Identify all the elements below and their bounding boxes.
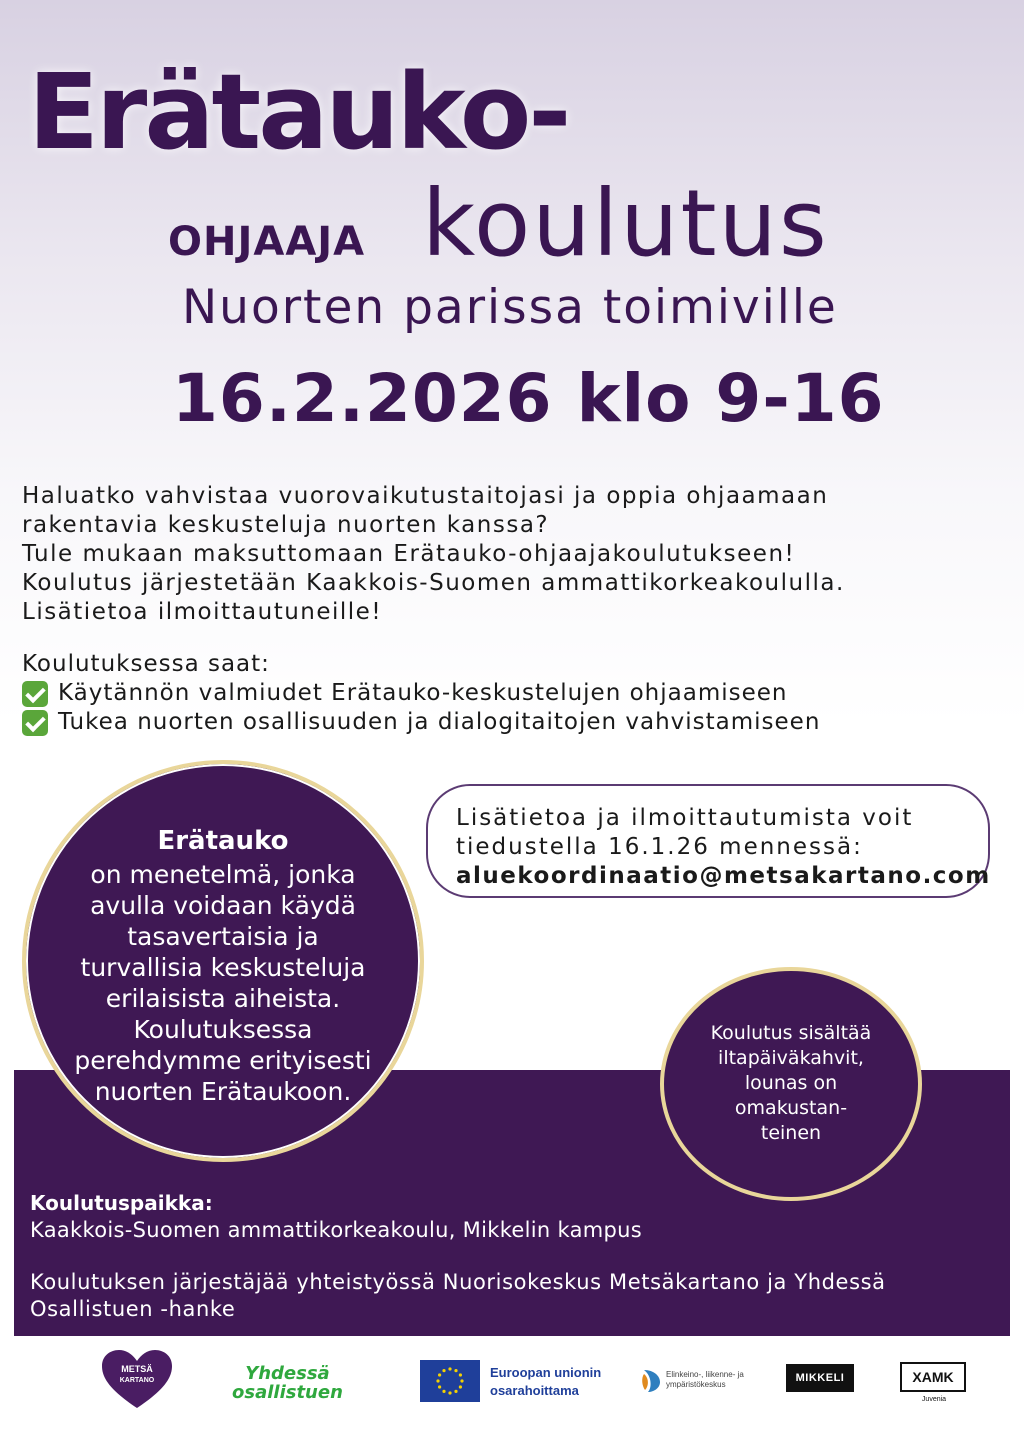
xamk-logo-subtext: Juvenia [921,1396,947,1403]
yhdessa-osallistuen-logo [232,1364,343,1402]
lunch-circle-line: teinen [760,1122,822,1144]
ely-logo-text [666,1370,744,1390]
ely-logo-icon [640,1368,662,1394]
info-circle-line: turvallisia keskusteluja [80,953,366,982]
info-circle-line: perehdymme erityisesti [74,1046,372,1075]
eu-logo-line: osarahoittama [490,1383,579,1398]
metsakartano-logo-text-1: METSÄ [121,1364,153,1374]
eu-logo-line: Euroopan unionin [490,1365,602,1380]
intro-line: Koulutus järjestetään Kaakkois-Suomen ammattikorkeakoululla. [22,570,845,596]
contact-line: tiedustella 16.1.26 mennessä: [456,834,863,860]
organizer-line: Osallistuen -hanke [30,1297,236,1321]
ely-logo-line: ympäristökeskus [666,1380,726,1389]
organizer-text [30,1269,990,1323]
info-circle [22,760,424,1162]
benefits-title: Koulutuksessa saat: [22,651,270,677]
mikkeli-logo: MIKKELI [786,1364,854,1392]
info-circle-line: Koulutuksessa [133,1015,313,1044]
title-ohjaaja: OHJAAJA [168,219,366,265]
benefit-item [22,708,820,737]
info-circle-title: Erätauko [157,826,289,856]
checkmark-icon [22,710,48,736]
intro-line: rakentavia keskusteluja nuorten kanssa? [22,512,550,538]
checkmark-icon [22,681,48,707]
yhdessa-logo-line: osallistuen [232,1382,343,1403]
eu-flag-icon [420,1360,480,1402]
benefit-text: Tukea nuorten osallisuuden ja dialogitaitojen vahvistamiseen [58,709,821,735]
lunch-circle-line: iltapäiväkahvit, [718,1047,864,1069]
yhdessa-logo-line: Yhdessä [245,1363,330,1384]
contact-email-link[interactable]: aluekoordinaatio@metsakartano.com [456,863,991,889]
metsakartano-logo [100,1348,174,1410]
metsakartano-logo-text-2: KARTANO [119,1377,155,1384]
benefit-text: Käytännön valmiudet Erätauko-keskustelujen ohjaamiseen [58,680,788,706]
contact-line: Lisätietoa ja ilmoittautumista voit [456,805,914,831]
venue-label: Koulutuspaikka: [30,1191,213,1215]
venue-value: Kaakkois-Suomen ammattikorkeakoulu, Mikkelin kampus [30,1218,642,1242]
intro-line: Haluatko vahvistaa vuorovaikutustaitojasi ja oppia ohjaamaan [22,483,829,509]
eu-logo-text [490,1364,601,1400]
lunch-circle [660,967,922,1201]
info-circle-line: nuorten Erätaukoon. [94,1077,352,1106]
intro-line: Tule mukaan maksuttomaan Erätauko-ohjaajakoulutukseen! [22,541,796,567]
info-circle-line: avulla voidaan käydä [90,891,356,920]
lunch-circle-line: omakustan- [734,1097,848,1119]
info-circle-line: tasavertaisia ja [127,922,319,951]
organizer-line: Koulutuksen järjestäjää yhteistyössä Nuorisokeskus Metsäkartano ja Yhdessä [30,1270,886,1294]
benefit-item [22,679,787,708]
contact-box [426,784,990,898]
info-circle-line: on menetelmä, jonka [90,860,356,889]
title-line-1: Erätauko- [28,51,569,173]
intro-text [22,482,1002,627]
title-koulutus: koulutus [422,170,829,277]
xamk-logo: XAMK [900,1362,966,1392]
info-circle-line: erilaisista aiheista. [105,984,341,1013]
intro-line: Lisätietoa ilmoittautuneille! [22,599,383,625]
lunch-circle-line: Koulutus sisältää [710,1022,872,1044]
ely-logo-line: Elinkeino-, liikenne- ja [666,1370,744,1379]
event-date: 16.2.2026 klo 9-16 [172,360,885,437]
subtitle: Nuorten parissa toimiville [182,280,838,335]
lunch-circle-line: lounas on [744,1072,838,1094]
